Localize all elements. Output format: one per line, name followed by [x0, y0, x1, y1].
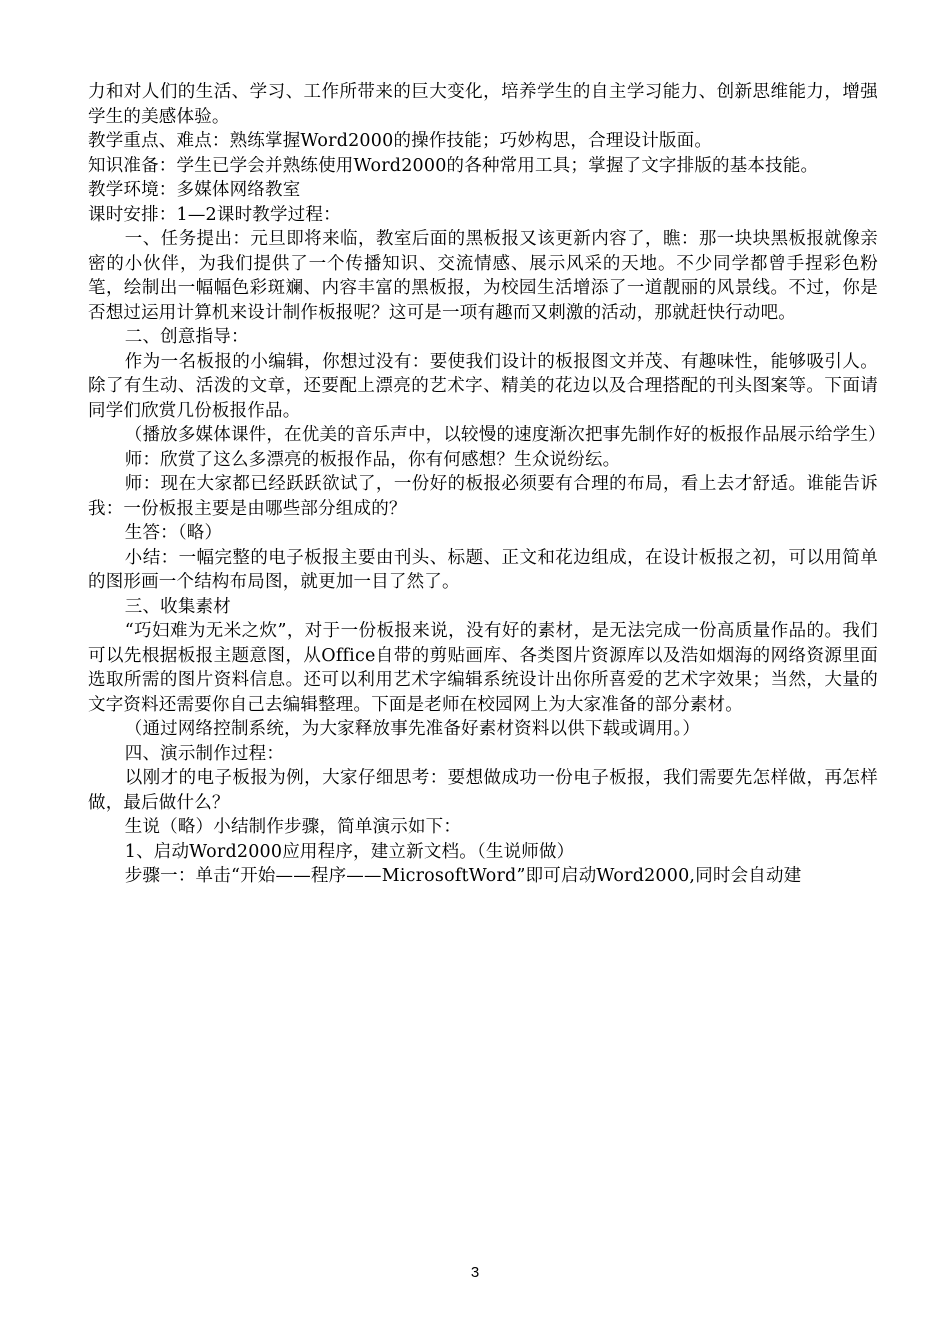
- paragraph: 以刚才的电子板报为例，大家仔细思考：要想做成功一份电子板报，我们需要先怎样做，再怎样做，最后做什么？: [88, 768, 878, 813]
- paragraph: “巧妇难为无米之炊”，对于一份板报来说，没有好的素材，是无法完成一份高质量作品的。我们可以先根据板报主题意图，从Office自带的剪贴画库、各类图片资源库以及浩如烟海的网络资源里面选取所需的图片资料信息。还可以利用艺术字编辑系统设计出你所喜爱的艺术字效果；当然，大量的文字资料还需要你自己去编辑整理。下面是老师在校园网上为大家准备的部分素材。: [88, 621, 878, 715]
- paragraph: 步骤一：单击“开始——程序——MicrosoftWord”即可启动Word2000,同时会自动建: [124, 866, 802, 886]
- paragraph: 作为一名板报的小编辑，你想过没有：要使我们设计的板报图文并茂、有趣味性，能够吸引人。除了有生动、活泼的文章，还要配上漂亮的艺术字、精美的花边以及合理搭配的刊头图案等。下面请同学们欣赏几份板报作品。: [88, 351, 878, 421]
- document-body: [88, 80, 886, 889]
- page-number: 3: [470, 1264, 480, 1281]
- paragraph: （通过网络控制系统，为大家释放事先准备好素材资料以供下载或调用。）: [124, 719, 701, 739]
- paragraph: 知识准备：学生已学会并熟练使用Word2000的各种常用工具；掌握了文字排版的基本技能。: [88, 155, 819, 176]
- paragraph: 师：欣赏了这么多漂亮的板报作品，你有何感想？生众说纷纭。: [124, 449, 621, 470]
- paragraph: 1、启动Word2000应用程序，建立新文档。（生说师做）: [124, 841, 575, 862]
- paragraph: 力和对人们的生活、学习、工作所带来的巨大变化，培养学生的自主学习能力、创新思维能力，增强学生的美感体验。: [88, 82, 878, 127]
- paragraph: 一、任务提出：元旦即将来临，教室后面的黑板报又该更新内容了，瞧：那一块块黑板报就像亲密的小伙伴，为我们提供了一个传播知识、交流情感、展示风采的天地。不少同学都曾手捏彩色粉笔，绘制出一幅幅色彩斑斓、内容丰富的黑板报，为校园生活增添了一道靓丽的风景线。不过，你是否想过运用计算机来设计制作板报呢？这可是一项有趣而又刺激的活动，那就赶快行动吧。: [88, 229, 878, 323]
- paragraph: 师：现在大家都已经跃跃欲试了，一份好的板报必须要有合理的布局，看上去才舒适。谁能告诉我：一份板报主要是由哪些部分组成的？: [88, 474, 878, 519]
- paragraph: 教学环境：多媒体网络教室: [88, 180, 301, 200]
- paragraph: （播放多媒体课件，在优美的音乐声中，以较慢的速度渐次把事先制作好的板报作品展示给学生）: [124, 425, 886, 445]
- paragraph: 教学重点、难点：熟练掌握Word2000的操作技能；巧妙构思，合理设计版面。: [88, 131, 713, 151]
- paragraph: 生答：（略）: [124, 523, 223, 543]
- paragraph: 生说（略）小结制作步骤，简单演示如下：: [124, 817, 462, 837]
- paragraph: 课时安排：1—2课时教学过程：: [88, 204, 341, 225]
- paragraph: 四、演示制作过程：: [124, 743, 285, 764]
- paragraph: 三、收集素材: [124, 596, 231, 617]
- paragraph: 二、创意指导：: [124, 327, 249, 347]
- paragraph: 小结：一幅完整的电子板报主要由刊头、标题、正文和花边组成，在设计板报之初，可以用简单的图形画一个结构布局图，就更加一目了然了。: [88, 547, 878, 592]
